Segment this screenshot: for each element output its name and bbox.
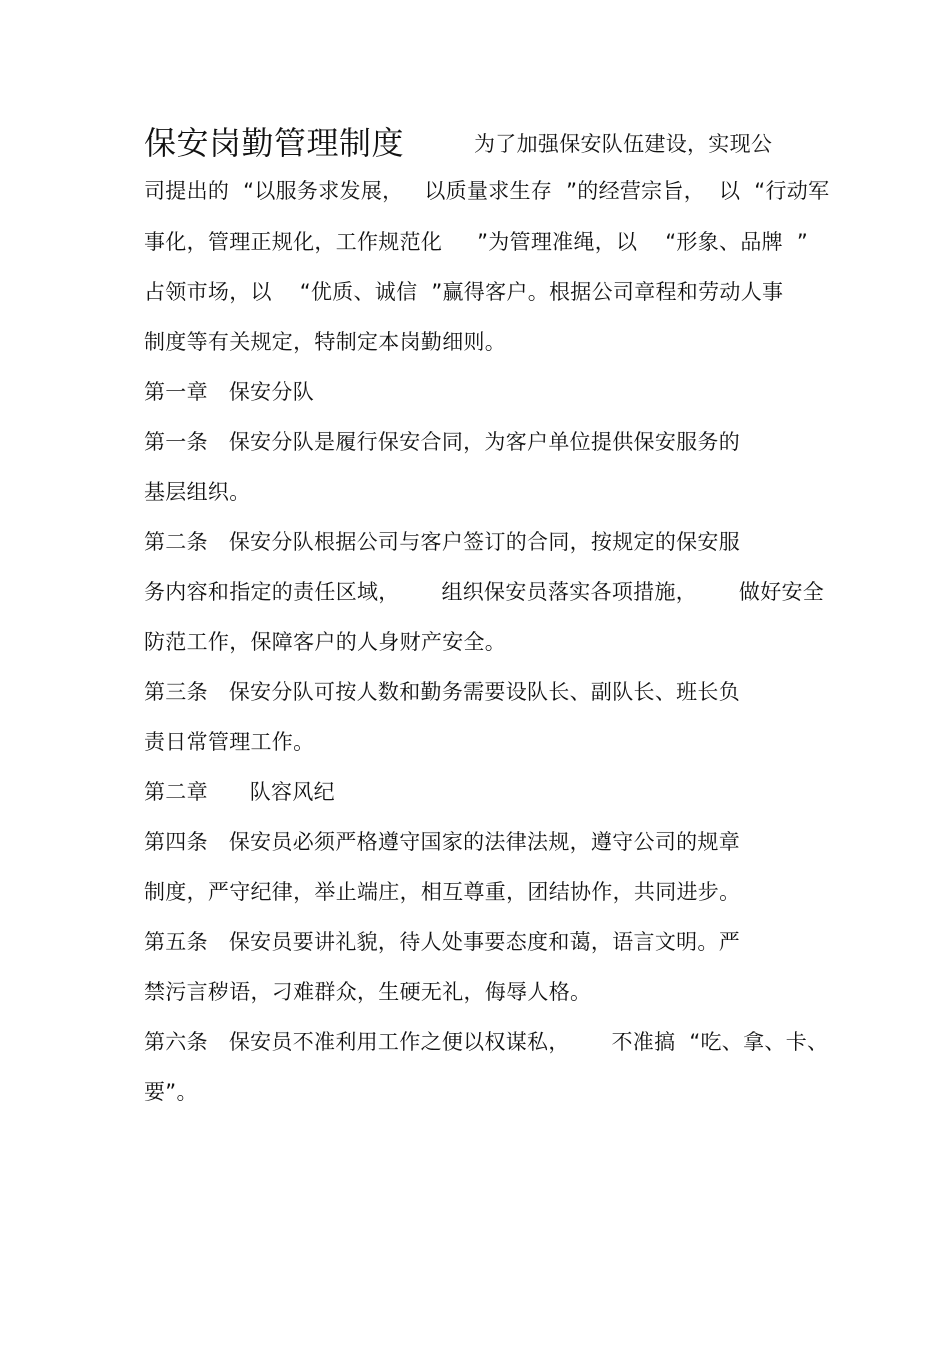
- article-4-line-1: 第四条 保安员必须严格遵守国家的法律法规，遵守公司的规章: [144, 830, 741, 854]
- intro-line-2: 司提出的 “以服务求发展， 以质量求生存 ”的经营宗旨， 以 “行动军: [144, 179, 830, 203]
- chapter-2-heading: 第二章 队容风纪: [144, 780, 335, 804]
- article-6-line-2: 要”。: [144, 1080, 198, 1104]
- article-2-line-3: 防范工作，保障客户的人身财产安全。: [144, 630, 507, 654]
- article-1-line-1: 第一条 保安分队是履行保安合同，为客户单位提供保安服务的: [144, 430, 741, 454]
- intro-line-1: 为了加强保安队伍建设，实现公: [474, 132, 773, 156]
- article-5-line-1: 第五条 保安员要讲礼貌，待人处事要态度和蔼，语言文明。严: [144, 930, 741, 954]
- article-2-line-1: 第二条 保安分队根据公司与客户签订的合同，按规定的保安服: [144, 530, 741, 554]
- intro-line-4: 占领市场，以 “优质、诚信 ”赢得客户。根据公司章程和劳动人事: [144, 280, 784, 304]
- article-4-line-2: 制度，严守纪律，举止端庄，相互尊重，团结协作，共同进步。: [144, 880, 741, 904]
- document-title: 保安岗勤管理制度: [144, 124, 405, 162]
- article-6-line-1: 第六条 保安员不准利用工作之便以权谋私， 不准搞 “吃、拿、卡、: [144, 1030, 829, 1054]
- article-5-line-2: 禁污言秽语，刁难群众，生硬无礼，侮辱人格。: [144, 980, 592, 1004]
- article-3-line-1: 第三条 保安分队可按人数和勤务需要设队长、副队长、班长负: [144, 680, 741, 704]
- article-2-line-2: 务内容和指定的责任区域， 组织保安员落实各项措施， 做好安全: [144, 580, 825, 604]
- intro-line-5: 制度等有关规定，特制定本岗勤细则。: [144, 330, 507, 354]
- intro-line-3: 事化，管理正规化，工作规范化 ”为管理准绳，以 “形象、品牌 ”: [144, 230, 809, 254]
- article-1-line-2: 基层组织。: [144, 480, 251, 504]
- chapter-1-heading: 第一章 保安分队: [144, 380, 315, 404]
- article-3-line-2: 责日常管理工作。: [144, 730, 315, 754]
